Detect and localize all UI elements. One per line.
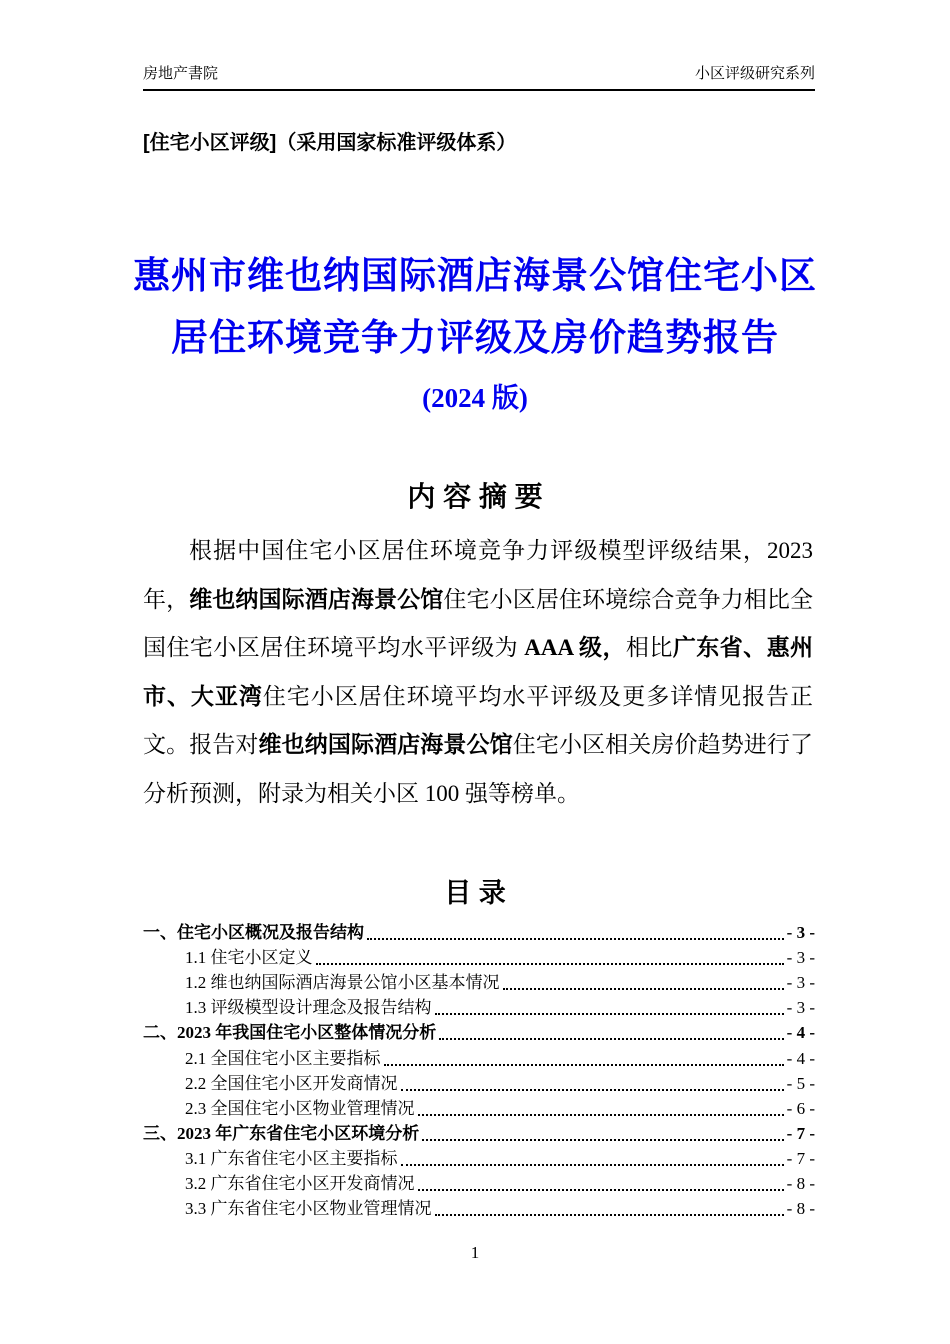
- toc-leader-dots: [418, 1181, 784, 1191]
- toc-page-number: - 3 -: [786, 973, 815, 993]
- toc-page-number: - 3 -: [786, 923, 815, 943]
- toc-leader-dots: [367, 930, 784, 940]
- toc-item[interactable]: [143, 1095, 815, 1120]
- toc-item[interactable]: [143, 1044, 815, 1069]
- toc-item-label: 2.3 全国住宅小区物业管理情况: [185, 1098, 415, 1118]
- header-series-left: 房地产書院: [143, 65, 219, 82]
- toc-leader-dots: [503, 980, 784, 990]
- toc-page-number: - 4 -: [786, 1023, 815, 1043]
- toc-item[interactable]: [143, 1120, 815, 1145]
- summary-run-bold: AAA 级，: [524, 635, 626, 661]
- toc-page-number: - 6 -: [786, 1098, 815, 1118]
- toc-page-number: - 8 -: [786, 1174, 815, 1194]
- summary-run: 住宅小区相关房价趋势进行了分析预测，附录为相关小区 100 强等榜单。: [143, 732, 814, 806]
- toc-page-number: - 3 -: [786, 998, 815, 1018]
- toc-item[interactable]: [143, 1195, 815, 1220]
- classification-line: [住宅小区评级]（采用国家标准评级体系）: [143, 132, 517, 154]
- toc-item-label: 3.3 广东省住宅小区物业管理情况: [185, 1199, 432, 1219]
- toc-item-label: 2.1 全国住宅小区主要指标: [185, 1048, 381, 1068]
- toc-page-number: - 5 -: [786, 1073, 815, 1093]
- toc-page-number: - 3 -: [786, 948, 815, 968]
- toc-item-label: 1.3 评级模型设计理念及报告结构: [185, 998, 432, 1018]
- toc-leader-dots: [422, 1131, 783, 1141]
- toc-item-label: 2.2 全国住宅小区开发商情况: [185, 1073, 398, 1093]
- toc-page-number: - 8 -: [786, 1199, 815, 1219]
- toc-item-label: 一、住宅小区概况及报告结构: [143, 923, 364, 943]
- report-title-line-1: 惠州市维也纳国际酒店海景公馆住宅小区: [133, 256, 817, 297]
- toc-item[interactable]: [143, 944, 815, 969]
- summary-run: 住宅小区居住环境综合竞争力相比全国住宅小区居住环境平均水平评级为: [143, 586, 814, 661]
- summary-paragraph: [143, 527, 813, 819]
- summary-run-bold: 维也纳国际酒店海景公馆: [258, 732, 513, 758]
- page-number: 1: [470, 1243, 480, 1262]
- toc-heading: 目 录: [444, 878, 506, 908]
- toc-item-label: 3.2 广东省住宅小区开发商情况: [185, 1174, 415, 1194]
- report-title-edition: (2024 版): [422, 383, 528, 413]
- toc-leader-dots: [316, 955, 784, 965]
- toc-item-label: 3.1 广东省住宅小区主要指标: [185, 1148, 398, 1168]
- summary-heading: 内 容 摘 要: [407, 481, 543, 512]
- toc-page-number: - 7 -: [786, 1148, 815, 1168]
- toc-leader-dots: [401, 1156, 784, 1166]
- toc-list: [143, 919, 815, 1220]
- toc-item[interactable]: [143, 994, 815, 1019]
- toc-item-label: 二、2023 年我国住宅小区整体情况分析: [143, 1023, 437, 1043]
- toc-item[interactable]: [143, 1170, 815, 1195]
- header-series-right: 小区评级研究系列: [694, 65, 815, 82]
- toc-leader-dots: [401, 1081, 784, 1091]
- page-header: [143, 64, 815, 91]
- summary-run-bold: 维也纳国际酒店海景公馆: [189, 586, 444, 612]
- toc-page-number: - 7 -: [786, 1123, 815, 1143]
- summary-run: 住宅小区居住环境平均水平评级及更多详情见报告正文。报告对: [143, 683, 814, 758]
- toc-item-label: 1.2 维也纳国际酒店海景公馆小区基本情况: [185, 973, 500, 993]
- toc-leader-dots: [418, 1106, 784, 1116]
- toc-item[interactable]: [143, 1019, 815, 1044]
- toc-item[interactable]: [143, 1070, 815, 1095]
- report-title-line-2: 居住环境竞争力评级及房价趋势报告: [171, 318, 779, 359]
- report-title: [0, 246, 950, 418]
- toc-leader-dots: [439, 1030, 783, 1040]
- toc-item-label: 三、2023 年广东省住宅小区环境分析: [143, 1123, 420, 1143]
- toc-item[interactable]: [143, 969, 815, 994]
- toc-leader-dots: [435, 1206, 784, 1216]
- summary-run: 根据中国住宅小区居住环境竞争力评级模型评级结果，2023 年，: [143, 538, 813, 612]
- toc-item[interactable]: [143, 1145, 815, 1170]
- toc-item[interactable]: [143, 919, 815, 944]
- toc-page-number: - 4 -: [786, 1048, 815, 1068]
- toc-leader-dots: [384, 1056, 784, 1066]
- toc-item-label: 1.1 住宅小区定义: [185, 948, 313, 968]
- summary-run: 相比: [625, 635, 673, 661]
- toc-leader-dots: [435, 1005, 784, 1015]
- summary-run-bold: 广东省、惠州市、大亚湾: [143, 635, 814, 709]
